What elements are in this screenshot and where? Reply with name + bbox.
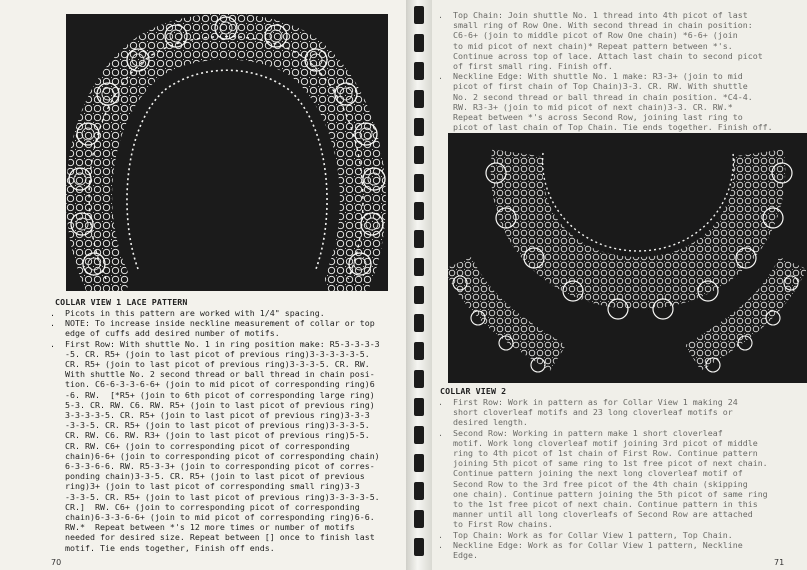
text-line: . Top Chain: Work as for Collar View 1 pattern, Top Chain.: [438, 529, 733, 540]
text-line: needed for desired size. Repeat between [] once to finish last: [50, 532, 375, 543]
text-line: of first small ring. Finish off.: [438, 61, 613, 72]
text-line: to First Row chains.: [438, 519, 553, 530]
text-line: Repeat between *'s across Second Row, joining last ring to: [438, 112, 743, 123]
lace-collar-2-illustration: [448, 133, 807, 383]
text-line: CR. R5+ (join to last picot of previous ring)3-3-3-5. CR. RW.: [50, 359, 370, 370]
text-line: ring to 4th picot of 1st chain of First Row. Continue pattern: [438, 448, 758, 459]
text-line: motif. Work long cloverleaf motif joining 3rd picot of middle: [438, 437, 758, 448]
collar-view-2-caption: COLLAR VIEW 2: [440, 386, 507, 396]
text-line: . Top Chain: Join shuttle No. 1 thread into 4th picot of last: [438, 10, 748, 20]
page-number-left: 70: [51, 558, 62, 567]
collar-view-2-instructions: [438, 397, 768, 560]
text-line: . Neckline Edge: With shuttle No. 1 make: R3-3+ (join to mid: [438, 71, 743, 82]
text-line: small ring of Row One. With second thread in chain position:: [438, 20, 753, 31]
collar-view-1-instructions: [50, 308, 380, 553]
text-line: short cloverleaf motifs and 23 long cloverleaf motifs or: [438, 407, 733, 418]
text-line: -6. RW. [*R5+ (join to 6th picot of corresponding large ring): [50, 389, 375, 400]
text-line: No. 2 second thread or ball thread in chain position. *C4-4.: [438, 91, 753, 102]
collar-view-1-photo: [66, 14, 388, 291]
text-line: CR. RW. C6+ (join to corresponding picot of corresponding: [50, 440, 350, 451]
text-line: chain)6-3-3-6-6+ (join to mid picot of corresponding ring)6-6.: [50, 512, 375, 523]
top-chain-neckline-instructions: [438, 10, 773, 132]
text-line: With shuttle No. 2 second thread or ball thread in chain posi-: [50, 369, 375, 380]
text-line: edge of cuffs add desired number of motifs.: [50, 328, 280, 339]
text-line: . Picots in this pattern are worked with 1/4" spacing.: [50, 308, 325, 318]
right-page: [432, 0, 807, 570]
text-line: Edge.: [438, 550, 478, 561]
text-line: C6-6+ (join to middle picot of Row One chain) *6-6+ (join: [438, 30, 738, 41]
text-line: RW. R3-3+ (join to mid picot of next chain)3-3. CR. RW.*: [438, 101, 733, 112]
text-line: picot of last chain of Top Chain. Tie ends together. Finish off.: [438, 122, 773, 133]
text-line: -3-3-5. CR. R5+ (join to last picot of previous ring)3-3-3-5.: [50, 420, 370, 431]
text-line: Continue pattern joining the next long cloverleaf motif of: [438, 468, 743, 479]
text-line: -3-3-5. CR. R5+ (join to last picot of previous ring)3-3-3-3-5.: [50, 491, 380, 502]
text-line: 3-3-3-3-5. CR. R5+ (join to last picot of previous ring)3-3-3: [50, 410, 370, 421]
text-line: tion. C6-6-3-3-6-6+ (join to mid picot of corresponding ring)6: [50, 379, 375, 390]
text-line: CR. RW. C6. RW. R3+ (join to last picot of previous ring)5-5.: [50, 430, 370, 441]
text-line: one chain). Continue pattern joining the 5th picot of same ring: [438, 488, 768, 499]
page-number-right: 71: [774, 558, 785, 567]
text-line: . Neckline Edge: Work as for Collar View 1 pattern, Neckline: [438, 539, 743, 550]
text-line: . NOTE: To increase inside neckline measurement of collar or top: [50, 318, 375, 329]
collar-view-2-photo: [448, 133, 807, 383]
text-line: to the 1st free picot of next chain. Continue pattern in this: [438, 499, 758, 510]
text-line: 5-3. CR. RW. C6. RW. R5+ (join to last picot of previous ring): [50, 399, 375, 410]
text-line: ring)3+ (join to last picot of corresponding small ring)3-3: [50, 481, 360, 492]
text-line: . Second Row: Working in pattern make 1 short cloverleaf: [438, 427, 723, 438]
lace-collar-1-illustration: [66, 14, 388, 291]
text-line: CR.] RW. C6+ (join to corresponding picot of corresponding: [50, 501, 360, 512]
text-line: motif. Tie ends together, Finish off ends.: [50, 542, 275, 553]
text-line: -5. CR. R5+ (join to last picot of previous ring)3-3-3-3-3-5.: [50, 348, 370, 359]
text-line: chain)6-6+ (join to corresponding picot of corresponding chain): [50, 450, 380, 461]
text-line: RW.* Repeat between *'s 12 more times or number of motifs: [50, 522, 355, 533]
text-line: Second Row to the 3rd free picot of the 4th chain (skipping: [438, 478, 748, 489]
text-line: ponding chain)3-3-5. CR. R5+ (join to last picot of previous: [50, 471, 365, 482]
text-line: . First Row: With shuttle No. 1 in ring position make: R5-3-3-3-3: [50, 338, 380, 349]
text-line: picot of first chain of Top Chain)3-3. CR. RW. With shuttle: [438, 81, 748, 92]
text-line: manner until all long cloverleafs of Second Row are attached: [438, 509, 753, 520]
text-line: . First Row: Work in pattern as for Collar View 1 making 24: [438, 397, 738, 407]
text-line: desired length.: [438, 417, 528, 428]
text-line: joining 5th picot of same ring to 1st free picot of next chain.: [438, 458, 768, 469]
spiral-binding: [406, 0, 432, 570]
text-line: 6-3-3-6-6. RW. R5-3-3+ (join to corresponding picot of corres-: [50, 461, 375, 472]
text-line: Continue across top of lace. Attach last chain to second picot: [438, 50, 763, 61]
text-line: to mid picot of next chain)* Repeat pattern between *'s.: [438, 40, 733, 51]
collar-view-1-caption: COLLAR VIEW 1 LACE PATTERN: [55, 297, 188, 307]
